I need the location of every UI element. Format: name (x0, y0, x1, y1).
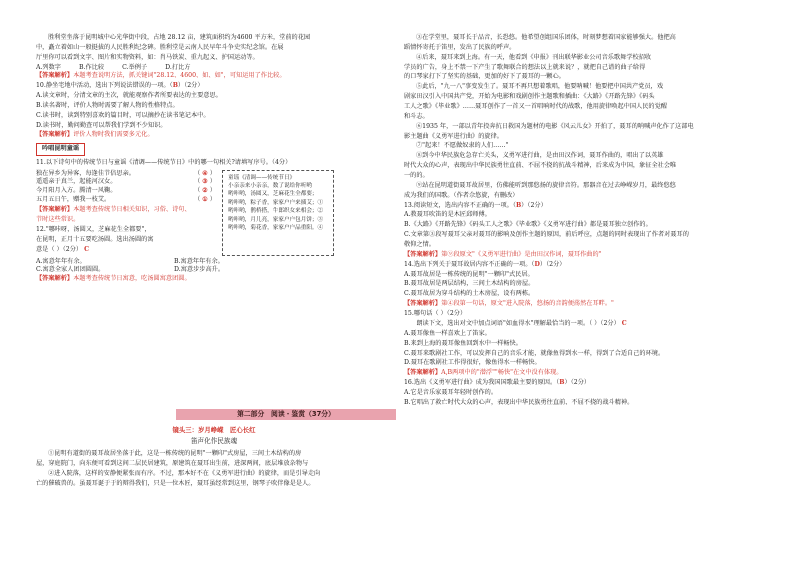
article-paragraph: ③在学堂里，聂耳长于品音，长恐悠。他希望创组国乐团体，时刻梦想着国家能够强大。他把高 (416, 34, 676, 41)
ballad-line: 哟咔哟，鹊桥搭，牛郎织女来相会；② (228, 208, 324, 215)
option: D.寓意步步高升。 (174, 266, 225, 274)
article-paragraph: ⑥1935 年，一部以青年投奔抗日救国为题材的电影《风云儿女》开拍了，聂耳的呐喊声化作了这部电 (416, 122, 694, 130)
option: B.聂耳故居是两层结构，三间土木结构的房屋。 (404, 280, 535, 288)
ballad-line: 哟咔哟，菊花香，家家户户品重阳。④ (228, 224, 324, 231)
option: B.读名著时，评价人物时需要了解人物的性格特点。 (36, 101, 179, 109)
intro-line: 胜利堂坐落于昆明城中心光华街中段，占地 28.12 亩，建筑面积约为4600 平方米，堂前的花园 (48, 34, 311, 41)
option: B.《大路》《开路先锋》《码头工人之歌》《毕业歌》《义勇军进行曲》都是聂耳独立创作的。 (404, 221, 652, 229)
article-body (36, 450, 392, 489)
article-paragraph: 影主题曲《义勇军进行曲》的旋律。 (404, 132, 503, 140)
option: C.读书时，读到特别喜欢的篇目时，可以摘抄在读书笔记本中。 (36, 111, 210, 119)
article-paragraph: 一的的。 (404, 172, 429, 180)
option: B.来到上海的聂耳像鱼回到水中一样畅快。 (404, 339, 522, 347)
question-10: 10.静坐宅地中活动，选出下列说法错误的一项。（B）（2分） (36, 82, 204, 90)
article-paragraph: 亡的催破兽的。虽聂耳诞于于的辩得我们，只是一位木匠，聂耳虽经常到这里，钢琴子吹伴像是是人。 (36, 479, 315, 487)
option: B.它唱出了救亡时代大众的心声，表现出中华民族勇往直前、不屈不挠的战斗精神。 (404, 398, 634, 406)
question-13: 13.阅读短文，选出内容不正确的一项。（B）（2分） (404, 201, 547, 209)
option: A.读文章时，分清文章的主次，就能观察作者所要表达的主要意思。 (36, 91, 222, 99)
article-paragraph: 工人之歌》《毕业歌》……聂耳创作了一首又一首唱响时代的战歌，他用旋律唤起中国人民的觉醒 (404, 103, 667, 111)
article-paragraph: ②进入院落，这样的安静便紧张而有序。不过，那本好不在《义勇军进行曲》的旋律，而是引导走向 (48, 469, 321, 477)
article-paragraph: ①昆明有道街的聂耳故居坐落于此，这是一栋传统的昆明"一颗印"式房屋，三间土木结构的房 (48, 450, 302, 457)
option: A.寓意年年有余。 (36, 257, 86, 265)
article-paragraph: ⑤此后，"九一八"事变发生了。聂耳不再只想着歌唱，他要呐喊！他要把中国共产党员，戏 (416, 83, 664, 91)
answer-explanation: 【答案解析】本题考查说明方法，抓关键词"28.12、4600、如、如"，可知运用了作比较。 (36, 72, 286, 80)
poem-row: 今月阳月入方。腾清一风鞠。 （ ② ） (36, 186, 216, 194)
ballad-box (222, 170, 334, 256)
poem-lines (36, 170, 216, 256)
option: D.读书时，勤问勤查可以帮我们学到不少知识。 (36, 121, 167, 129)
section-label: 吟唱昆明童谣 (36, 143, 85, 156)
right-column (404, 34, 760, 409)
option: C.文章第③段写聂耳父亲对聂耳的影响及创作主题的原因，前后呼应，点题的同时表现出了作者对聂耳的 (404, 231, 689, 239)
answer-explanation: 节时这些常识。 (36, 216, 80, 224)
ballad-line: 小亲亲来小亲亲，数了说给你听哟 (228, 183, 312, 189)
article-subtitle: 镜头三：岁月峥嵘 匠心长红 (172, 426, 256, 434)
option: C.举例子 (122, 63, 148, 71)
option: B.寓意年年有余。 (174, 257, 224, 265)
poem-matching (36, 170, 392, 256)
option: D.打比方 (165, 63, 191, 71)
option: A.教聂耳吹笛的是木匠邱师傅。 (404, 211, 491, 219)
question-12: 意是（ ）（2分） C (36, 245, 90, 253)
q9-options (36, 64, 392, 73)
article-paragraph: 和斗志。 (404, 112, 429, 120)
option: D.聂耳在歌剧社工作得很好，像鱼得水一样畅快。 (404, 359, 541, 367)
question-11: 11.以下诗句中的传统节日与童谣《清调——传统节日》中的哪一句相关?请填写序号。（4分） (36, 158, 292, 166)
option: C.聂耳故居为穿斗结构的土木房屋，设有两栋。 (404, 290, 535, 298)
answer-explanation: 【答案解析】本题考查传统节日相关知识，习俗、诗句、 (36, 206, 191, 214)
article-paragraph: 学员的广告，身上不禁一下产生了歌舞联合的想法以上就来说？，就把自己谱的曲子给得 (404, 63, 646, 71)
article-paragraph: 蹈情怀寄托于笛里，发出了民族的呼声。 (404, 43, 516, 51)
answer-explanation: 【答案解析】第⑨段原文"《义勇军进行曲》是由田汉作词，聂耳作曲的" (404, 250, 602, 258)
answer-explanation: 【答案解析】A,B两项中的"潜浮""畅快"在文中没有体现。 (404, 369, 563, 377)
question-12: 12."哪咔呀，汤圆又，芝麻花生全都要"， (36, 226, 151, 234)
option: B.作比较 (79, 63, 105, 71)
ballad-line: 哟咔哟，粽子香，家家户户来插艾；① (228, 199, 324, 206)
section-banner: 第二部分 阅读・鉴赏（37分） (176, 409, 396, 420)
ballad-line: 哟咔哟，月儿亮，家家户户包月饼；③ (228, 216, 324, 223)
question-15: 朗读下文，选出对文中加点词语"如血得水"理解最恰当的一项。（ ）（2分） C (404, 319, 627, 327)
article-paragraph: 时代大众的心声，表现出中华民族勇往直前、不屈不挠的抗战斗精神，后来成为中国，象征全社会唯 (404, 162, 677, 170)
poem-row: 独在异乡为异客，每逢佳节倍思亲。 （ ④ ） (36, 169, 216, 177)
poem-row: 遥遥亲于真兰，起能河汉女。 （ ③ ） (36, 178, 216, 186)
article-paragraph: 屋，穿庭院门，向东便可看到这间二层民居建筑，原建筑在聂耳出生前，进深两间，底层堆放杂物与 (36, 459, 309, 467)
poem-row: 五月五日午，赠我一枝艾。 （ ① ） (36, 195, 216, 203)
question-15: 15.哪句话（ ）（2分） (404, 310, 467, 318)
intro-line: 厅里你可以看到文字、图片和实物资料，如：肖马铁炭、重九起义、护国运动等。 (36, 53, 259, 61)
article-paragraph: ⑦"起来！不愿做奴隶的人们……" (416, 142, 509, 150)
question-12: 在昆明，正月十五要吃汤圆。选出汤圆的寓 (36, 235, 154, 243)
article-title: 笛声化作民族魂 (190, 437, 238, 445)
option: A.聂耳故居是一栋传统的昆明"一颗印"式民居。 (404, 270, 534, 278)
article-paragraph: 剧家田汉引入中国共产党，开始为电影和戏剧创作主题歌和插曲：《大路》《开路先锋》《码头 (404, 93, 655, 101)
option: A.列数字 (36, 63, 61, 71)
q12-options (36, 266, 392, 275)
option: C.聂耳来歌剧社工作，可以发挥自己的音乐才能，就像鱼得到水一样，得到了合适自己的环境。 (404, 349, 665, 357)
article-paragraph: ⑨站在昆明道街聂耳故居里，仿佛能听到那悠扬的旋律音符。那器音在过去峥嵘岁月，最终悠悠 (416, 181, 676, 189)
article-paragraph: ④后来，聂耳来到上海。有一天，他看到《申报》刊出联华影业公司音乐歌舞学校招收 (416, 53, 652, 61)
article-paragraph: 成为我们的国歌。（作者佘悠旋，有删改） (404, 191, 519, 199)
q12-options (36, 258, 392, 267)
left-column (36, 34, 392, 285)
intro-line: 中，矗立着如山一般挺拔的人民胜利纪念碑。胜利堂是云南人民早年斗争史实纪念馆。在展 (36, 43, 284, 51)
option: A.它是音乐家聂耳年轻时创作的。 (404, 388, 498, 396)
ballad-title: 童谣《清调——传统节日》 (228, 174, 296, 181)
answer-explanation: 【答案解析】评价人物时我们需要多元化。 (36, 131, 154, 139)
article-paragraph: 的口琴家打下了坚实的基础，更加的好下了聂耳的一颗心。 (404, 73, 565, 81)
option: C.寓意全家人团团圆圆。 (36, 266, 105, 274)
option: 敬仰之情。 (404, 241, 435, 249)
option: A.聂耳像鱼一样喜欢上了笛家。 (404, 329, 491, 337)
question-16: 16.选出《义勇军进行曲》成为我国国歌最主要的原因。（B）（2分） (404, 379, 591, 387)
answer-explanation: 【答案解析】本题考查传统节日寓意，吃汤圆寓意团圆。 (36, 274, 191, 282)
ballad-line: 哟咔哟，汤圆又，芝麻花生全都要； (228, 191, 318, 198)
article-paragraph: ⑧到今中华民族危急存亡关头，义勇军进行曲，是由田汉作词，聂耳作曲的，唱出了以英雄 (416, 152, 664, 160)
question-14: 14.选出下列关于聂耳故居内容不正确的一项。（D）（2分） (404, 260, 566, 268)
answer-explanation: 【答案解析】第④段第一句话，原文"进入院落，悠扬的音韵便荡然在耳畔。" (404, 300, 614, 308)
